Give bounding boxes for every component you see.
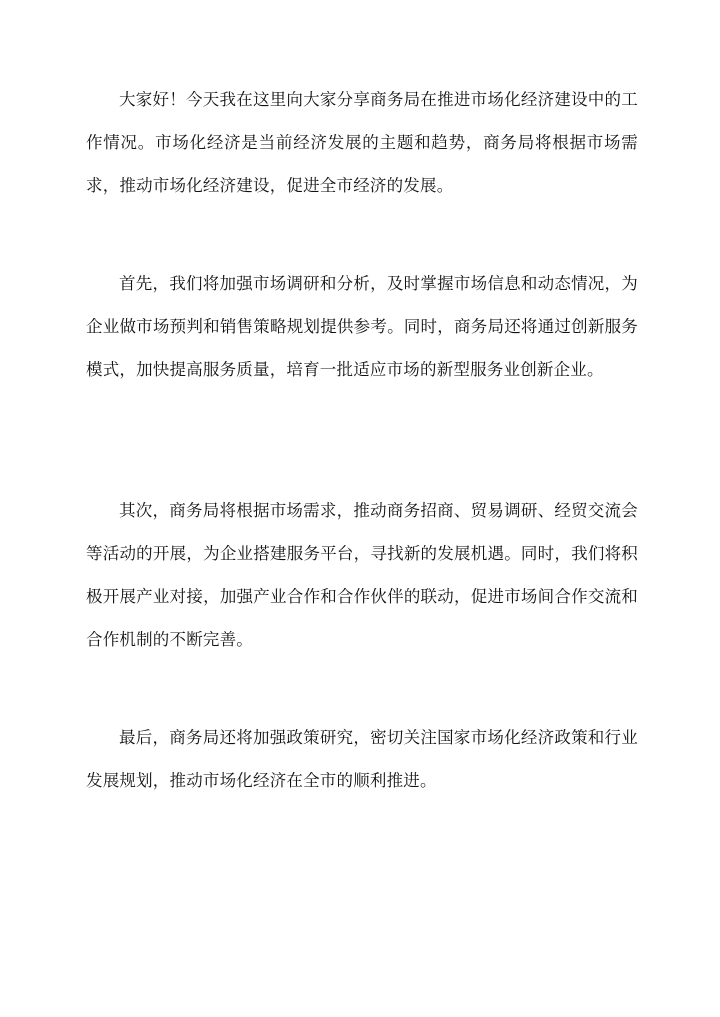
paragraph-greeting: 大家好！今天我在这里向大家分享商务局在推进市场化经济建设中的工作情况。市场化经济是当前经济发展的主题和趋势，商务局将根据市场需求，推动市场化经济建设，促进全市经济的发展。 [86,90,638,195]
paragraph-second: 其次，商务局将根据市场需求，推动商务招商、贸易调研、经贸交流会等活动的开展，为企业搭建服务平台，寻找新的发展机遇。同时，我们将积极开展产业对接，加强产业合作和合作伙伴的联动，促进市场间合作交流和合作机制的不断完善。 [86,501,638,649]
paragraph-first: 首先，我们将加强市场调研和分析，及时掌握市场信息和动态情况，为企业做市场预判和销售策略规划提供参考。同时，商务局还将通过创新服务模式，加快提高服务质量，培育一批适应市场的新型服务业创新企业。 [86,274,638,379]
paragraph-last: 最后，商务局还将加强政策研究，密切关注国家市场化经济政策和行业发展规划，推动市场化经济在全市的顺利推进。 [86,728,638,790]
